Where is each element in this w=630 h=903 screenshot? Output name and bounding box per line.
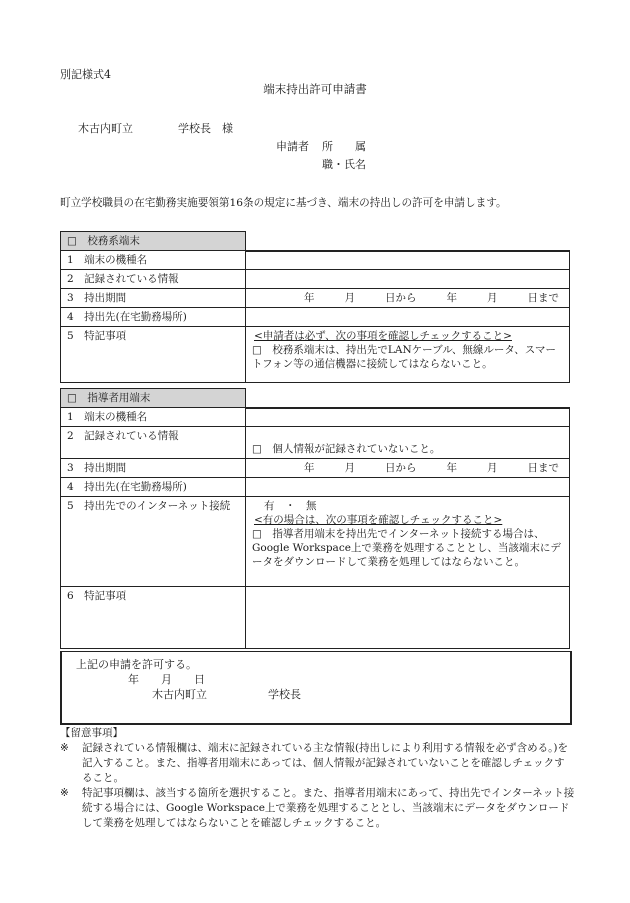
period-month-to: 月 [487,462,498,474]
applicant-position-name: 職・氏名 [322,158,366,171]
document-title: 端末持出許可申請書 [263,82,367,96]
period-day-to: 日まで [527,292,559,304]
notes-section [60,726,575,831]
internet-notes-checkbox-text[interactable]: □ 指導者用端末を持出先でインターネット接続する場合は、Google Workspace上で業務を処理することとし、当該端末にデータをダウンロードして業務を処理してはならないこと。 [252,528,561,568]
school-device-model-label: 1 端末の機種名 [61,251,246,270]
period-month-from: 月 [344,462,355,474]
school-device-table [60,231,570,383]
instructor-period-label: 3 持出期間 [61,459,246,478]
instructor-special-notes-label: 6 特記事項 [61,587,246,649]
instructor-internet-label: 5 持出先でのインターネット接続 [61,497,246,587]
school-recorded-info-label: 2 記録されている情報 [61,270,246,289]
period-year-to: 年 [446,462,457,474]
period-day-from: 日から [385,462,417,474]
period-month-to: 月 [487,292,498,304]
applicant-label: 申請者 [276,140,309,153]
school-notes-heading: <申請者は必ず、次の事項を確認しチェックすること> [254,330,512,342]
instructor-device-model-field[interactable] [246,408,570,427]
instructor-device-model-label: 1 端末の機種名 [61,408,246,427]
school-destination-field[interactable] [246,308,570,327]
school-notes-checkbox-text[interactable]: □ 校務系端末は、持出先でLANケーブル、無線ルータ、スマートフォン等の通信機器に接続してはならないこと。 [252,344,557,370]
note-mark: ※ [60,742,69,754]
instructor-destination-label: 4 持出先(在宅勤務場所) [61,478,246,497]
address-town: 木古内町立 [78,122,133,135]
period-month-from: 月 [344,292,355,304]
instructor-destination-field[interactable] [246,478,570,497]
school-device-model-field[interactable] [246,251,570,270]
period-day-to: 日まで [527,462,559,474]
personal-info-checkbox[interactable]: □ 個人情報が記録されていないこと。 [252,443,441,455]
instructor-section-heading: □ 指導者用端末 [61,389,246,408]
period-day-from: 日から [385,292,417,304]
approval-date: 年 月 日 [128,673,205,686]
approval-principal: 学校長 [268,688,301,701]
instructor-device-table [60,388,570,649]
instructor-recorded-info-field[interactable] [246,427,570,459]
school-section-heading: □ 校務系端末 [61,232,246,251]
school-period-label: 3 持出期間 [61,289,246,308]
approval-box [60,651,572,725]
note-text: 特記事項欄は、該当する箇所を選択すること。また、指導者用端末にあって、持出先でインターネット接続する場合には、Google Workspace上で業務を処理することとし、当該端末にデータをダウンロードして業務を処理してはならないことを確認しチェックすること。 [82,787,575,829]
approval-town: 木古内町立 [152,688,207,701]
notes-heading: 【留意事項】 [60,727,123,739]
form-number: 別記様式4 [60,68,111,81]
internet-choice[interactable]: 有 ・ 無 [264,500,317,512]
school-recorded-info-field[interactable] [246,270,570,289]
instructor-special-notes-field[interactable] [246,587,570,649]
instructor-recorded-info-label: 2 記録されている情報 [61,427,246,459]
intro-text: 町立学校職員の在宅勤務実施要領第16条の規定に基づき、端末の持出しの許可を申請します。 [60,197,507,209]
note-mark: ※ [60,787,69,799]
period-year-to: 年 [446,292,457,304]
school-special-notes-field [246,327,570,383]
period-year-from: 年 [304,292,315,304]
school-special-notes-label: 5 特記事項 [61,327,246,383]
address-principal: 学校長 様 [178,122,233,135]
approval-text: 上記の申請を許可する。 [76,658,197,671]
school-destination-label: 4 持出先(在宅勤務場所) [61,308,246,327]
instructor-period-field[interactable] [246,459,570,478]
period-year-from: 年 [304,462,315,474]
instructor-internet-field [246,497,570,587]
applicant-affiliation: 所 属 [322,140,366,153]
note-text: 記録されている情報欄は、端末に記録されている主な情報(持出しにより利用する情報を必ず含める。)を記入すること。また、指導者用端末にあっては、個人情報が記録されていないことを確認しチェックすること。 [82,742,568,784]
school-period-field[interactable] [246,289,570,308]
note-item [60,741,575,786]
note-item [60,786,575,831]
internet-notes-heading: <有の場合は、次の事項を確認しチェックすること> [254,514,503,526]
